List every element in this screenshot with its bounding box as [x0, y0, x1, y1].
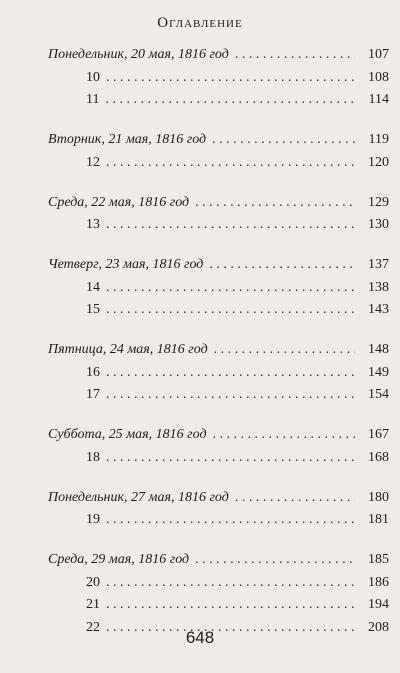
dot-leader — [195, 192, 355, 215]
toc-section — [48, 487, 389, 532]
toc-heading-label: Четверг, 23 мая, 1816 год — [48, 257, 204, 272]
dot-leader — [106, 509, 355, 532]
toc-chapter-entry — [48, 362, 389, 385]
page-title: Оглавление — [157, 15, 243, 31]
toc-chapter-label: 13 — [86, 217, 100, 232]
dot-leader — [106, 277, 355, 300]
toc-section — [48, 424, 389, 469]
toc-chapter-label: 14 — [86, 279, 100, 295]
toc-chapter-entry — [48, 384, 389, 407]
toc-chapter-entry — [48, 214, 389, 237]
toc-page-number: 120 — [368, 154, 389, 170]
toc-section — [48, 549, 389, 639]
toc-section-heading — [48, 339, 389, 362]
toc-heading-label: Понедельник, 20 мая, 1816 год — [48, 47, 229, 62]
toc-chapter-entry — [48, 572, 389, 595]
toc-section — [48, 192, 389, 237]
toc-chapter-label: 15 — [86, 302, 100, 317]
toc-page-number: 114 — [368, 92, 389, 107]
toc-page-number: 130 — [368, 217, 389, 232]
toc-page-number: 167 — [368, 427, 389, 442]
toc-page-number: 107 — [368, 47, 389, 62]
page-number: 648 — [185, 628, 215, 647]
toc-heading-label: Среда, 22 мая, 1816 год — [48, 194, 190, 210]
toc-chapter-label: 16 — [86, 364, 100, 380]
toc-chapter-label: 20 — [86, 574, 100, 590]
toc-chapter-entry — [48, 67, 389, 90]
toc-section — [48, 129, 389, 174]
toc-section-heading — [48, 44, 389, 67]
dot-leader — [106, 67, 355, 90]
toc-chapter-entry — [48, 447, 389, 470]
dot-leader — [106, 447, 355, 470]
toc-page-number: 148 — [368, 342, 389, 357]
dot-leader — [209, 254, 355, 277]
toc-page-number: 181 — [368, 512, 389, 527]
dot-leader — [106, 384, 355, 407]
toc-page-number: 185 — [368, 552, 389, 567]
toc-chapter-entry — [48, 509, 389, 532]
toc-chapter-label: 17 — [86, 387, 100, 402]
toc-page-number: 138 — [368, 279, 389, 295]
dot-leader — [106, 214, 355, 237]
toc-chapter-label: 10 — [86, 69, 100, 85]
dot-leader — [214, 339, 355, 362]
toc-section-heading — [48, 487, 389, 510]
toc-page-number: 208 — [368, 619, 389, 635]
dot-leader — [105, 89, 355, 112]
toc-heading-label: Среда, 29 мая, 1816 год — [48, 552, 190, 567]
toc-section — [48, 254, 389, 322]
toc-section-heading — [48, 254, 389, 277]
toc-heading-label: Понедельник, 27 мая, 1816 год — [48, 489, 229, 505]
toc-page-number: 194 — [368, 597, 389, 612]
toc-page-number: 180 — [368, 489, 389, 505]
toc-chapter-label: 11 — [86, 92, 100, 107]
toc-section — [48, 339, 389, 407]
dot-leader — [106, 572, 355, 595]
toc-page-number: 186 — [368, 574, 389, 590]
toc-chapter-label: 18 — [86, 449, 100, 465]
dot-leader — [213, 424, 355, 447]
toc-section — [48, 44, 389, 112]
toc-chapter-label: 19 — [86, 512, 100, 527]
toc-page-number: 149 — [368, 364, 389, 380]
toc-heading-label: Вторник, 21 мая, 1816 год — [48, 132, 207, 147]
toc-chapter-entry — [48, 594, 389, 617]
toc-page-number: 168 — [368, 449, 389, 465]
toc-heading-label: Суббота, 25 мая, 1816 год — [48, 427, 207, 442]
toc-page-number: 143 — [368, 302, 389, 317]
toc-page-number: 137 — [368, 257, 389, 272]
toc-page-number: 129 — [368, 194, 389, 210]
toc-page-number: 108 — [368, 69, 389, 85]
toc-section-heading — [48, 192, 389, 215]
dot-leader — [106, 299, 355, 322]
toc-chapter-entry — [48, 299, 389, 322]
toc-chapter-label: 12 — [86, 154, 100, 170]
dot-leader — [235, 487, 355, 510]
toc-chapter-entry — [48, 277, 389, 300]
toc-chapter-entry — [48, 152, 389, 175]
toc-section-heading — [48, 424, 389, 447]
dot-leader — [212, 129, 355, 152]
toc-page-number: 119 — [368, 132, 389, 147]
dot-leader — [235, 44, 355, 67]
dot-leader — [106, 594, 355, 617]
toc-chapter-entry — [48, 89, 389, 112]
table-of-contents — [48, 44, 389, 657]
toc-section-heading — [48, 129, 389, 152]
toc-section-heading — [48, 549, 389, 572]
toc-page-number: 154 — [368, 387, 389, 402]
dot-leader — [106, 362, 355, 385]
toc-chapter-label: 21 — [86, 597, 100, 612]
dot-leader — [106, 152, 355, 175]
dot-leader — [195, 549, 355, 572]
toc-chapter-label: 22 — [86, 619, 100, 635]
toc-heading-label: Пятница, 24 мая, 1816 год — [48, 342, 208, 357]
